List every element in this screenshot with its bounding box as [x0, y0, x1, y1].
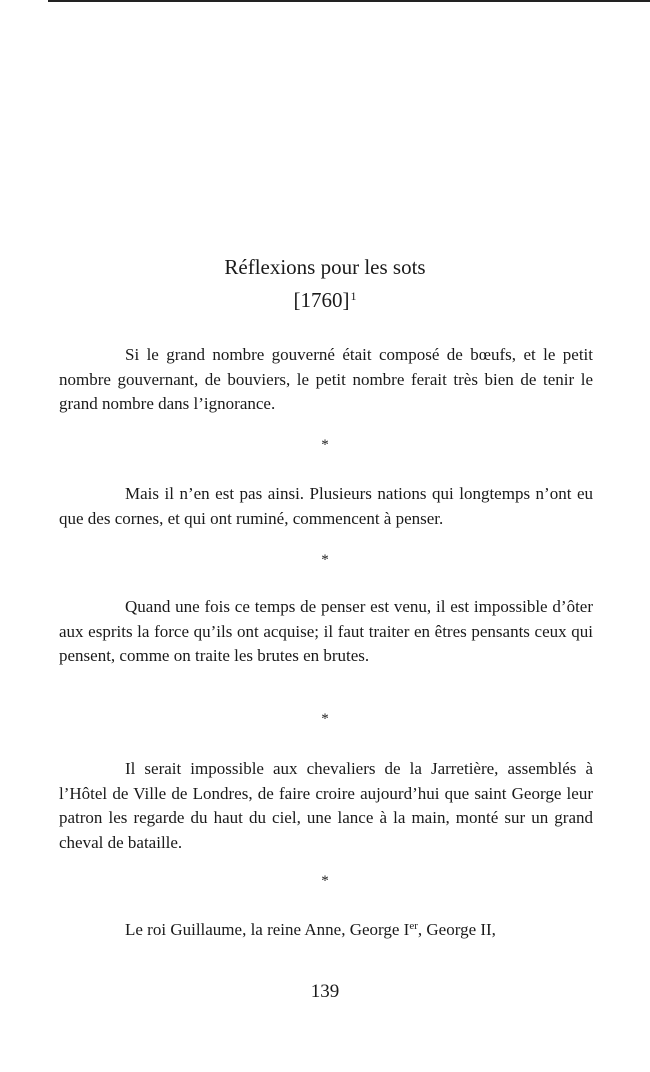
paragraph-3: Quand une fois ce temps de penser est venu, il est impossible d’ôter aux esprits la force qu’ils ont acquise; il faut traiter en êtres pensants ceux qui pensent, comme on traite les brutes en brutes.: [59, 597, 593, 665]
paragraph-5-text-end: , George II,: [417, 920, 496, 939]
paragraph-5-text-start: Le roi Guillaume, la reine Anne, George I: [125, 920, 410, 939]
essay-year: [1760]: [293, 288, 350, 312]
section-separator: *: [321, 873, 329, 889]
paragraph-2: Mais il n’en est pas ainsi. Plusieurs nations qui longtemps n’ont eu que des cornes, et qui ont ruminé, commencent à penser.: [59, 484, 593, 528]
top-rule: [48, 0, 650, 2]
footnote-reference: 1: [350, 289, 357, 303]
paragraph-5: [59, 914, 593, 943]
paragraph-1: Si le grand nombre gouverné était composé de bœufs, et le petit nombre gouvernant, de bouviers, le petit nombre ferait très bien de tenir le grand nombre dans l’ignorance.: [59, 345, 593, 413]
paragraph-4: Il serait impossible aux chevaliers de la Jarretière, assemblés à l’Hôtel de Ville de Londres, de faire croire aujourd’hui que saint George leur patron les regarde du haut du ciel, une lance à la main, monté sur un grand cheval de bataille.: [59, 759, 593, 852]
section-separator: *: [321, 711, 329, 727]
ordinal-superscript: er: [409, 920, 418, 932]
section-separator: *: [321, 552, 329, 568]
essay-date: [0, 282, 650, 314]
essay-title: Réflexions pour les sots: [224, 255, 426, 279]
section-separator: *: [321, 437, 329, 453]
page-number: 139: [310, 981, 340, 1002]
